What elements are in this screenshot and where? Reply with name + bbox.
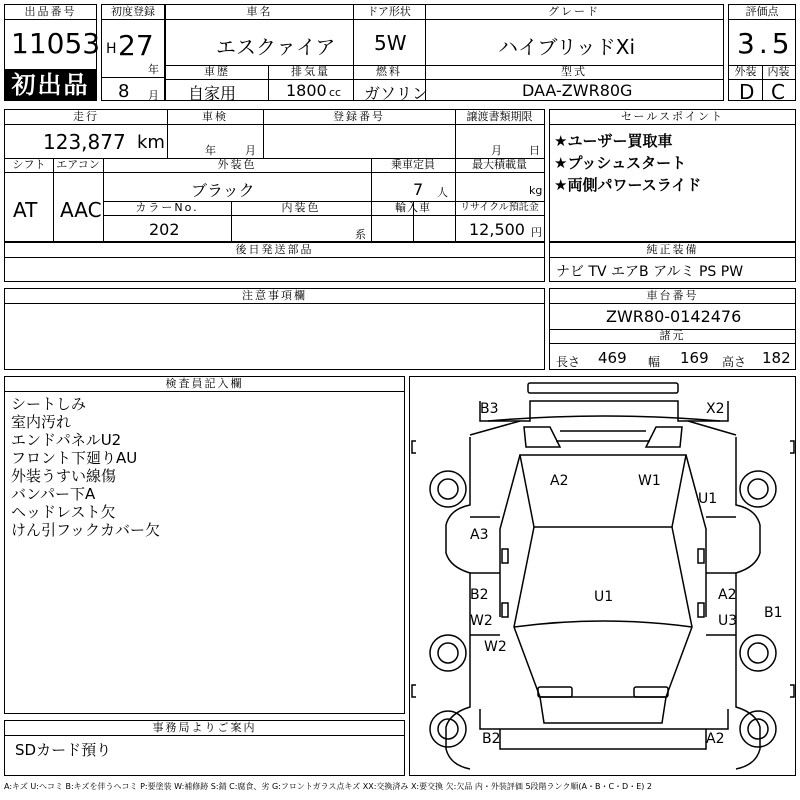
model: DAA-ZWR80G [522,81,633,100]
inspector-note: ヘッドレスト欠 [11,503,116,521]
displacement-unit: cc [329,86,342,99]
lot-number-box [4,4,101,101]
ac: AAC [60,198,102,222]
damage-mark: B2 [470,587,489,603]
fuel: ガソリン [364,84,429,103]
damage-mark: A2 [706,731,725,747]
sales-point-item: ★ユーザー買取車 [554,132,673,150]
damage-mark: B3 [480,401,499,417]
later-parts-box [4,242,545,282]
length-label: 長さ [556,355,581,369]
sales-points-box [549,109,796,242]
history-label: 車歴 [166,65,268,80]
equipment-label: 純正装備 [550,243,795,258]
displacement-label: 排気量 [268,65,353,80]
inspector-notes-list [11,395,160,539]
transfer-day-unit: 日 [529,144,540,157]
damage-mark: A2 [718,587,737,603]
first-registration-box [101,4,165,101]
exterior-color-label: 外装色 [103,158,371,173]
damage-mark: B2 [482,731,501,747]
int-grade-label: 内装 [762,65,795,80]
import-label: 輸入車 [371,201,455,216]
inspector-note: 外装うすい線傷 [11,467,117,485]
damage-mark: A3 [470,527,489,543]
history: 自家用 [188,84,237,103]
inspector-note: 室内汚れ [11,413,72,431]
damage-mark: W2 [484,639,507,655]
width-label: 幅 [648,355,661,369]
first-listing-badge: 初出品 [5,69,96,101]
reg-year: 27 [118,29,154,62]
office-message-label: 事務局よりご案内 [5,721,404,736]
first-registration-label: 初度登録 [102,5,164,20]
inspector-note: けん引フックカバー欠 [11,521,160,539]
inspection-month-unit: 月 [245,144,256,157]
dims-label: 諸元 [550,329,795,344]
inspection-year-unit: 年 [205,144,216,157]
score-label: 評価点 [729,5,795,20]
shift-label: シフト [5,158,53,173]
inspector-note: フロント下廻りAU [11,449,138,467]
shift: AT [13,198,38,222]
recycle-fee-unit: 円 [531,226,542,239]
max-load-label: 最大積載量 [455,158,544,173]
width: 169 [680,349,709,367]
ext-grade-label: 外装 [729,65,762,80]
score-box [728,4,796,104]
damage-mark: B1 [764,605,783,621]
displacement: 1800 [286,81,327,100]
chassis-box [549,288,796,370]
door-label: ドア形状 [353,5,425,20]
transfer-month-unit: 月 [491,144,502,157]
reg-month-unit: 月 [148,89,159,102]
grade-label: グレード [425,5,723,20]
damage-mark: A2 [550,473,569,489]
notes-box [4,288,545,370]
fuel-label: 燃料 [353,65,425,80]
notes-label: 注意事項欄 [5,289,544,304]
sales-points-label: セールスポイント [550,110,795,125]
transfer-label: 譲渡書類期限 [455,110,544,125]
damage-mark: X2 [706,401,725,417]
inspector-note: バンパー下A [11,485,96,503]
recycle-label: リサイクル預託金 [455,201,544,216]
exterior-color: ブラック [191,181,255,200]
length: 469 [598,349,627,367]
office-message: SDカード預り [15,741,112,759]
specs-box [4,109,545,242]
color-no-label: カラーNo. [103,201,231,216]
car-name: エスクァイア [216,35,336,59]
model-label: 型式 [425,65,723,80]
inspector-note: エンドパネルU2 [11,431,122,449]
reg-month: 8 [118,81,130,102]
office-message-box [4,720,405,776]
inspector-note: シートしみ [11,395,87,413]
legend: A:キズ U:ヘコミ B:キズを伴うヘコミ P:要塗装 W:補修跡 S:錆 C:腐食、劣 G:フロントガラス点キズ XX:交換済み X:要交換 欠:欠品 内・外装評価 5段階ランク順(A・B・C・D・E) 2 [4,782,653,791]
chassis-number: ZWR80-0142476 [606,307,742,326]
ac-label: エアコン [53,158,103,173]
era: H [106,41,117,57]
car-outline-diagram [410,377,797,777]
damage-mark: U1 [594,589,614,605]
inspector-notes-label: 検査員記入欄 [5,377,404,392]
car-name-label: 車名 [166,5,353,20]
interior-color-suffix: 系 [355,228,366,241]
interior-color-label: 内装色 [231,201,371,216]
capacity-label: 乗車定員 [371,158,455,173]
sales-point-item: ★プッシュスタート [554,154,687,172]
equipment-list: ナビ TV エアB アルミ PS PW [556,264,744,280]
reg-no-label: 登録番号 [263,110,455,125]
mileage: 123,877 [43,130,126,154]
capacity: 7 [413,180,424,199]
color-no: 202 [149,220,180,239]
damage-mark: W1 [638,473,661,489]
score: 3.5 [737,27,794,60]
mileage-unit: km [137,132,165,153]
max-load-unit: kg [529,184,543,197]
lot-number: 11053 [11,27,101,60]
lot-number-label: 出品番号 [5,5,96,20]
vehicle-info-box [165,4,724,101]
inspector-notes-box [4,376,405,714]
damage-diagram-box [409,376,796,776]
height-label: 高さ [722,355,747,369]
capacity-unit: 人 [437,186,448,199]
height: 182 [762,349,791,367]
damage-mark: U3 [718,613,738,629]
door-type: 5W [374,31,407,55]
chassis-label: 車台番号 [550,289,795,304]
sales-point-item: ★両側パワースライド [554,176,702,194]
equipment-box [549,242,796,282]
inspection-label: 車検 [167,110,263,125]
grade: ハイブリッドXi [498,35,636,59]
damage-mark: W2 [470,613,493,629]
recycle-fee: 12,500 [469,220,525,239]
damage-mark: U1 [698,491,718,507]
reg-year-unit: 年 [148,63,159,76]
ext-grade: D [739,80,755,104]
later-parts-label: 後日発送部品 [5,243,544,258]
mileage-label: 走行 [5,110,167,125]
int-grade: C [771,80,785,104]
